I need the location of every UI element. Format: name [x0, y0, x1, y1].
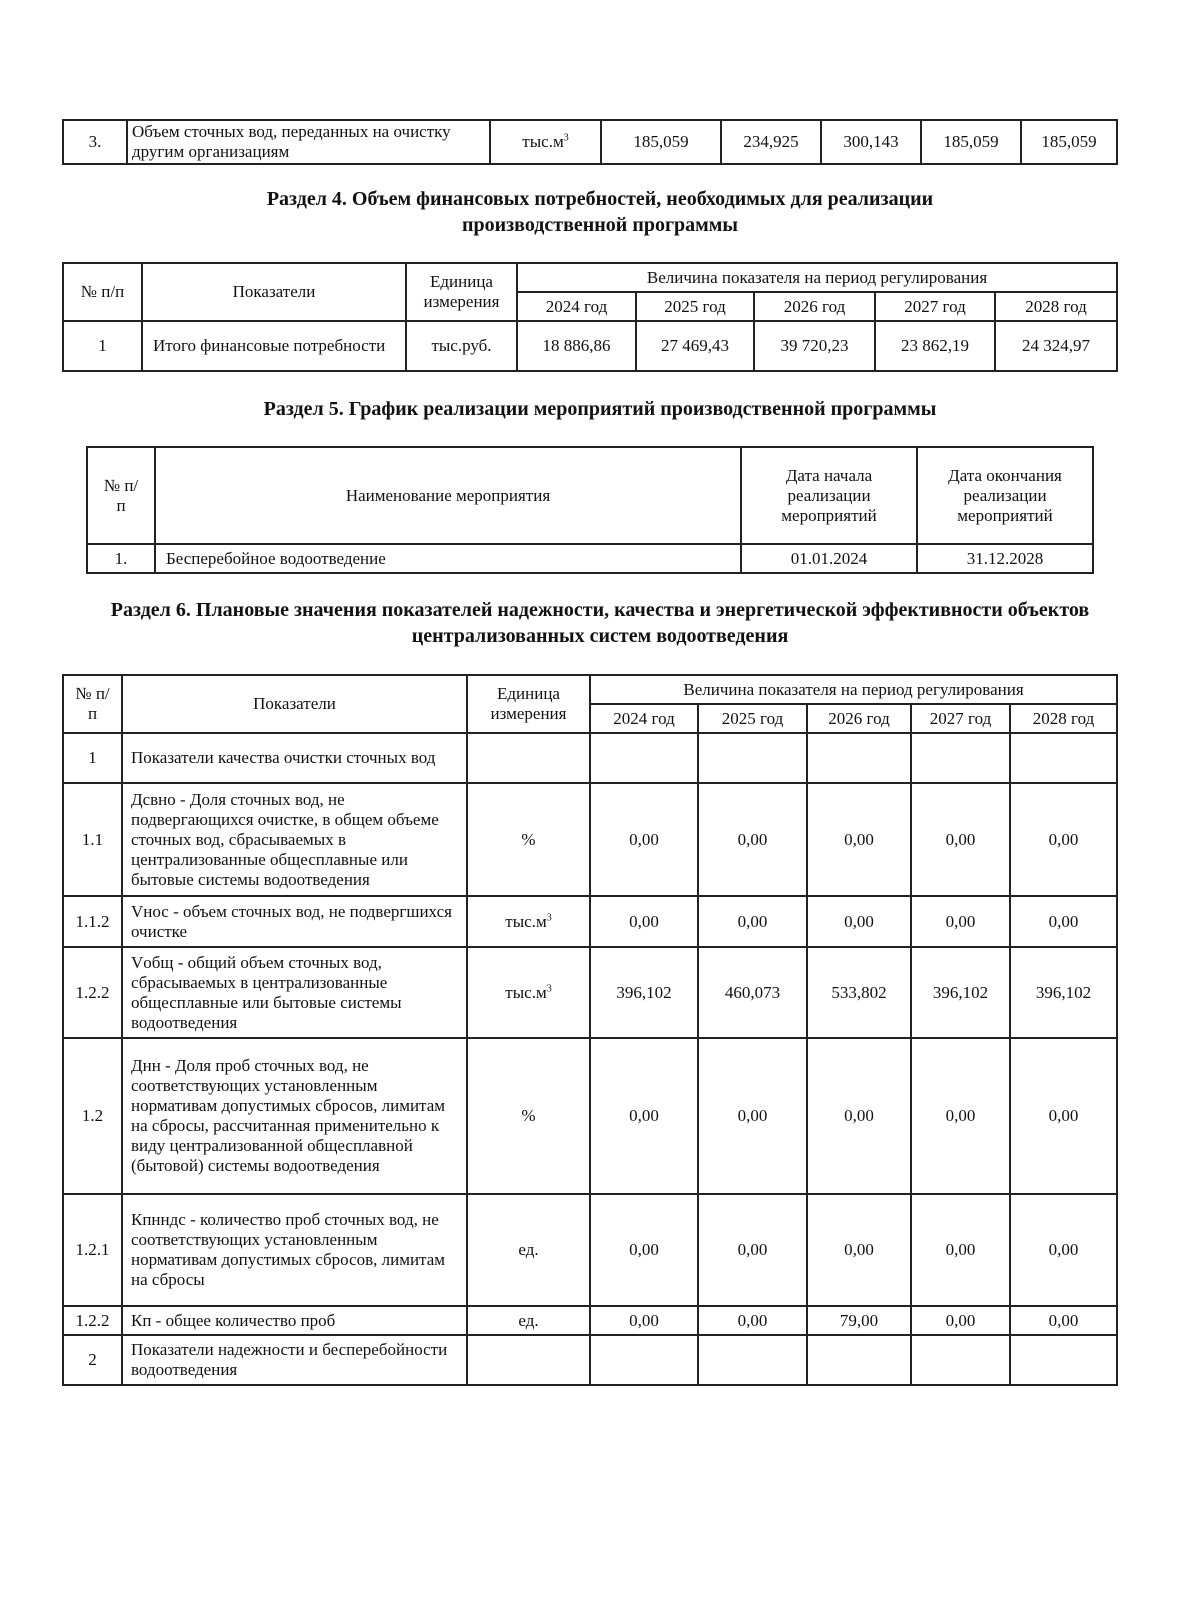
- value-2027: 23 862,19: [875, 321, 995, 371]
- value-2026: 79,00: [807, 1306, 911, 1335]
- section4-table-container: [62, 262, 1116, 372]
- row-indicator-name: Объем сточных вод, переданных на очистку другим организациям: [127, 120, 490, 164]
- value-2028: [1010, 1335, 1117, 1385]
- value-2026: 39 720,23: [754, 321, 875, 371]
- row-unit: ед.: [467, 1194, 590, 1306]
- value-2027: 0,00: [911, 896, 1010, 947]
- row-start-date: 01.01.2024: [741, 544, 917, 573]
- row-indicator-name: Кпнндс - количество проб сточных вод, не соответствующих установленным нормативам допустимых сбросов, лимитам на сбросы: [122, 1194, 467, 1306]
- row-unit: %: [467, 783, 590, 896]
- row-unit: %: [467, 1038, 590, 1194]
- row-event-name: Бесперебойное водоотведение: [155, 544, 741, 573]
- section6-table-container: [62, 674, 1116, 1386]
- value-2027: 396,102: [911, 947, 1010, 1038]
- value-2027: [911, 733, 1010, 783]
- wastewater-transfer-table: [62, 119, 1118, 165]
- row-number: 1.2: [63, 1038, 122, 1194]
- header-indicator: Показатели: [142, 263, 406, 321]
- header-year-2026: 2026 год: [754, 292, 875, 321]
- value-2025: 0,00: [698, 896, 807, 947]
- header-period: Величина показателя на период регулирования: [590, 675, 1117, 704]
- table-row: [63, 120, 1117, 164]
- row-indicator-name: Дсвно - Доля сточных вод, не подвергающихся очистке, в общем объеме сточных вод, сбрасываемых в централизованные общесплавные или бытовые системы водоотведения: [122, 783, 467, 896]
- value-2028: 0,00: [1010, 1306, 1117, 1335]
- header-num: № п/п: [63, 263, 142, 321]
- value-2027: 0,00: [911, 1306, 1010, 1335]
- table-header-row: [63, 263, 1117, 292]
- value-2026: 0,00: [807, 1194, 911, 1306]
- header-year-2024: 2024 год: [590, 704, 698, 733]
- row-indicator-name: Vобщ - общий объем сточных вод, сбрасываемых в централизованные общесплавные или бытовые системы водоотведения: [122, 947, 467, 1038]
- value-2027: 0,00: [911, 1038, 1010, 1194]
- section5-table-container: [86, 446, 1092, 574]
- value-2024: [590, 1335, 698, 1385]
- row-number: 1.2.1: [63, 1194, 122, 1306]
- table-header-row: [63, 675, 1117, 704]
- value-2026: 0,00: [807, 783, 911, 896]
- value-2025: 0,00: [698, 1306, 807, 1335]
- row-indicator-name: Показатели качества очистки сточных вод: [122, 733, 467, 783]
- value-2024: [590, 733, 698, 783]
- header-start-date: Дата начала реализации мероприятий: [741, 447, 917, 544]
- header-num: № п/п: [63, 675, 122, 733]
- value-2026: 0,00: [807, 896, 911, 947]
- row-number: 1.2.2: [63, 1306, 122, 1335]
- row-unit: [467, 1335, 590, 1385]
- value-2027: 0,00: [911, 783, 1010, 896]
- value-2024: 396,102: [590, 947, 698, 1038]
- table-row: [63, 1194, 1117, 1306]
- header-year-2028: 2028 год: [995, 292, 1117, 321]
- section5-title: Раздел 5. График реализации мероприятий производственной программы: [263, 398, 937, 420]
- top-table-container: [62, 119, 1116, 165]
- header-year-2027: 2027 год: [875, 292, 995, 321]
- table-row: [87, 544, 1093, 573]
- row-unit: [467, 733, 590, 783]
- header-year-2028: 2028 год: [1010, 704, 1117, 733]
- section4-title: Раздел 4. Объем финансовых потребностей, необходимых для реализации производственной программы: [266, 188, 934, 236]
- value-2024: 0,00: [590, 783, 698, 896]
- schedule-table: [86, 446, 1094, 574]
- row-indicator-name: Днн - Доля проб сточных вод, не соответствующих установленным нормативам допустимых сбросов, лимитам на сбросы, рассчитанная применительно к виду централизованной общесплавной (бытовой) системы водоотведения: [122, 1038, 467, 1194]
- table-row: [63, 733, 1117, 783]
- row-end-date: 31.12.2028: [917, 544, 1093, 573]
- header-num: № п/п: [87, 447, 155, 544]
- value-2026: 533,802: [807, 947, 911, 1038]
- row-number: 2: [63, 1335, 122, 1385]
- row-indicator-name: Показатели надежности и бесперебойности водоотведения: [122, 1335, 467, 1385]
- header-indicator: Показатели: [122, 675, 467, 733]
- value-2028: 185,059: [1021, 120, 1117, 164]
- value-2025: [698, 733, 807, 783]
- value-2025: 0,00: [698, 1194, 807, 1306]
- row-number: 1.1: [63, 783, 122, 896]
- value-2025: [698, 1335, 807, 1385]
- value-2024: 185,059: [601, 120, 721, 164]
- header-year-2025: 2025 год: [698, 704, 807, 733]
- row-indicator-name: Итого финансовые потребности: [142, 321, 406, 371]
- header-year-2027: 2027 год: [911, 704, 1010, 733]
- header-year-2025: 2025 год: [636, 292, 754, 321]
- row-number: 1.: [87, 544, 155, 573]
- value-2024: 0,00: [590, 1038, 698, 1194]
- value-2027: 185,059: [921, 120, 1021, 164]
- value-2024: 0,00: [590, 896, 698, 947]
- value-2025: 460,073: [698, 947, 807, 1038]
- section6-title: Раздел 6. Плановые значения показателей надежности, качества и энергетической эффективности объектов централизованных систем водоотведения: [110, 599, 1090, 647]
- header-period: Величина показателя на период регулирования: [517, 263, 1117, 292]
- row-unit: ед.: [467, 1306, 590, 1335]
- header-year-2026: 2026 год: [807, 704, 911, 733]
- value-2027: [911, 1335, 1010, 1385]
- table-row: [63, 896, 1117, 947]
- value-2028: 396,102: [1010, 947, 1117, 1038]
- value-2025: 234,925: [721, 120, 821, 164]
- row-unit: $тыс.м^3$: [467, 896, 590, 947]
- value-2024: 0,00: [590, 1306, 698, 1335]
- indicators-table: [62, 674, 1118, 1386]
- header-year-2024: 2024 год: [517, 292, 636, 321]
- value-2028: 24 324,97: [995, 321, 1117, 371]
- row-unit: $тыс.м^3$: [490, 120, 601, 164]
- table-row: [63, 1335, 1117, 1385]
- value-2024: 18 886,86: [517, 321, 636, 371]
- table-row: [63, 321, 1117, 371]
- row-indicator-name: Кп - общее количество проб: [122, 1306, 467, 1335]
- row-unit: $тыс.м^3$: [467, 947, 590, 1038]
- value-2026: 0,00: [807, 1038, 911, 1194]
- header-name: Наименование мероприятия: [155, 447, 741, 544]
- header-end-date: Дата окончания реализации мероприятий: [917, 447, 1093, 544]
- row-number: 1.1.2: [63, 896, 122, 947]
- row-unit: тыс.руб.: [406, 321, 517, 371]
- table-row: [63, 1038, 1117, 1194]
- value-2025: 27 469,43: [636, 321, 754, 371]
- value-2028: 0,00: [1010, 1038, 1117, 1194]
- value-2025: 0,00: [698, 783, 807, 896]
- value-2026: 300,143: [821, 120, 921, 164]
- table-row: [63, 783, 1117, 896]
- table-row: [63, 1306, 1117, 1335]
- value-2028: [1010, 733, 1117, 783]
- value-2026: [807, 1335, 911, 1385]
- value-2024: 0,00: [590, 1194, 698, 1306]
- value-2028: 0,00: [1010, 896, 1117, 947]
- table-header-row: [87, 447, 1093, 544]
- value-2028: 0,00: [1010, 783, 1117, 896]
- row-number: 1: [63, 733, 122, 783]
- row-number: 3.: [63, 120, 127, 164]
- row-indicator-name: Vнос - объем сточных вод, не подвергшихся очистке: [122, 896, 467, 947]
- value-2028: 0,00: [1010, 1194, 1117, 1306]
- value-2027: 0,00: [911, 1194, 1010, 1306]
- row-number: 1: [63, 321, 142, 371]
- header-unit: Единица измерения: [406, 263, 517, 321]
- financial-needs-table: [62, 262, 1118, 372]
- row-number: 1.2.2: [63, 947, 122, 1038]
- value-2026: [807, 733, 911, 783]
- value-2025: 0,00: [698, 1038, 807, 1194]
- header-unit: Единица измерения: [467, 675, 590, 733]
- table-row: [63, 947, 1117, 1038]
